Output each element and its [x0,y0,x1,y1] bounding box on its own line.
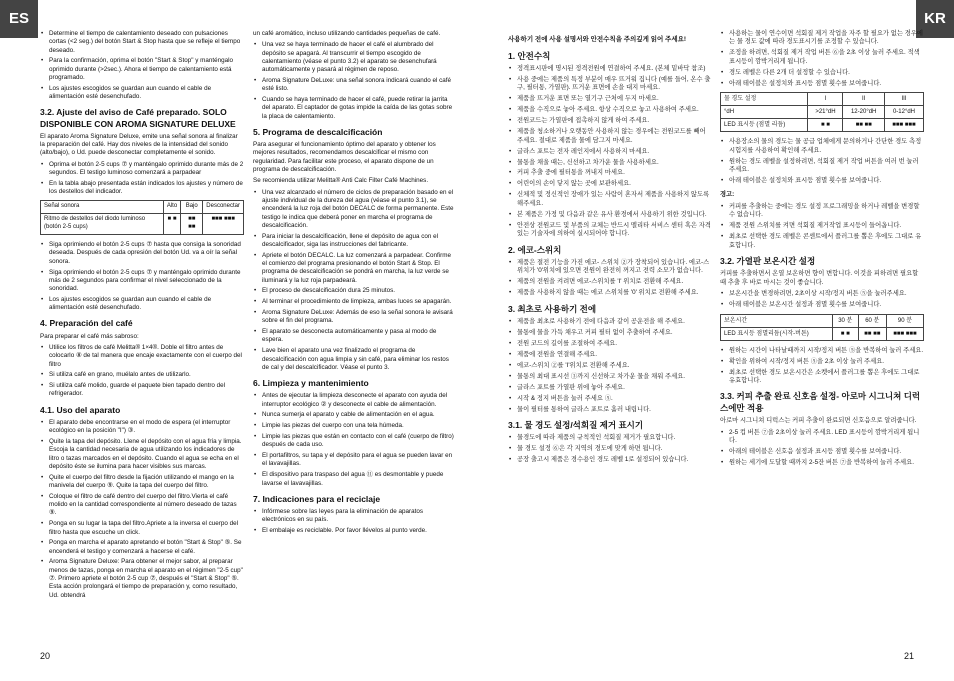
list-item: • Los ajustes escogidos se guardan aun cuando el cable de alimentación esté desenchufado. [40,85,244,102]
list-item: • 제품을 사용하지 않을 때는 에코 스위치를 '0' 위치로 전환해 주세요. [508,289,712,297]
list-item: • 커피를 추출하는 중에는 경도 설정 프로그래밍을 하거나 레벨을 변경할 수 없습니다. [720,203,924,220]
list-item: • Limpie las piezas del cuerpo con una tela húmeda. [253,422,457,430]
section-heading: 3.2. 가열판 보온시간 설정 [720,256,816,267]
section-heading: 3.3. 커피 추출 완료 신호음 설정- 아로마 시그니쳐 디럭스에만 적용 [720,391,921,413]
table-cell: >21°dH [808,106,843,119]
section-heading: 3. 최초로 사용하기 전에 [508,303,597,314]
list-item: • Los ajustes escogidos se guardan aun cuando el cable de alimentación esté desenchufado. [40,296,244,313]
paragraph: Para preparar el café más sabroso: [40,332,139,340]
list-item: • 물경도에 따라 제품의 규칙적인 석회질 제거가 필요합니다. [508,434,712,442]
list-item: • Nunca sumerja el aparato y cable de alimentación en el agua. [253,411,457,419]
list-item: • 경도 레벨은 다른 2개 더 설정할 수 있습니다. [720,69,924,77]
section-heading: 4. Preparación del café [40,318,133,329]
table-cell: 물 경도 설정 [721,93,808,106]
section-heading: 3.1. 물 경도 설정/석회질 제거 표시기 [508,419,644,430]
list-item: • Determine el tiempo de calentamiento deseado con pulsaciones cortas (<2 seg.) del botón Start & Stop hasta que se refleje el tiempo deseado. [40,30,244,55]
table-cell: Señal sonora [41,201,164,214]
list-item: • Aroma Signature Deluxe: Para obtener el mejor sabor, al preparar menos de tazas, ponga en marcha el aparato en el régimen "2-5 cup" ⑦. Primero apriete el botón 2-5 cup ⑦, después el "Start & Stop" ⑤. Esta acción prolongará el tiempo de preparación y, como resultado, Ud. obtendrá [40,558,244,599]
list-item: • Aroma Signature DeLuxe: Además de eso la señal sonora le avisará sobre el fin del programa. [253,309,457,326]
list-item: • Infórmese sobre las leyes para la eliminación de aparatos electrónicos en su país. [253,508,457,525]
list-item: • 글라스 포트를 가열판 위에 놓아 주세요. [508,384,712,392]
keepwarm-table [720,314,924,341]
warning-item: • 안전상 전원코드 및 부품의 교체는 반드시 멜리타 서비스 센터 혹은 자격있는 기술자에 의하여 실시되어야 합니다. [508,222,712,239]
section-heading: 5. Programa de descalcificación [253,126,383,137]
warning-item: • 전원코드는 가열판에 접촉하지 않게 하여 주세요. [508,117,712,125]
list-item: • El aparato se desconecta automáticamente y pasa al modo de espera. [253,328,457,345]
list-item: • Siga oprimiendo el botón 2-5 cups ⑦ y manténgalo oprimido durante más de 2 segundos para confirmar el nivel seleccionado de la sonoridad. [40,269,244,294]
table-cell: I [808,93,843,106]
intro-heading: 사용하기 전에 사용 설명서와 안전수칙을 주의깊게 읽어 주세요! [508,36,687,43]
list-item: • El dispositivo para traspaso del agua ⑪ es desmontable y puede lavarse el lavavajillas. [253,471,457,488]
list-item: • Antes de ejecutar la limpieza desconecte el aparato con ayuda del interruptor ecológico ② y desconecte el cable de alimentación. [253,392,457,409]
list-item: • 2-5 컵 버튼 ⑦을 2초이상 눌러 주세요. LED 표시등이 깜박거리게 됩니다. [720,429,924,446]
list-item: • 보온시간을 변경하려면, 2초이상 시작/정지 버튼 ⑤을 눌러주세요. [720,290,924,298]
list-item: • 제품은 절전 기능을 가진 에코- 스위치 ②가 장착되어 있습니다. 에코-스위치가 '0'위치에 있으면 전원이 완전히 꺼지고 전력 소모가 없습니다. [508,259,712,276]
list-item: • 전원 코드의 길이를 조절하여 주세요. [508,340,712,348]
table-cell: ■■■ ■■■ [884,119,923,132]
table-cell: ■■ ■■ [181,214,203,235]
list-item: • El aparato debe encontrarse en el modo de espera (el interruptor ecológico en la posición "I") ③. [40,419,244,436]
table-cell: 60 분 [858,314,886,327]
table-cell: Desconectar [203,201,244,214]
page-number-right: 21 [903,651,914,662]
list-item: • 제품 전원 스위치를 켜면 석회질 제거작업 표시등이 들어옵니다. [720,222,924,230]
section-heading: 3.2. Ajuste del aviso de Café preparado. SOLO DISPONIBLE CON AROMA SIGNATURE DELUXE [40,107,236,129]
list-item: • Ponga en marcha el aparato apretando el botón "Start & Stop" ⑤. Se encenderá el testigo y comenzará a hacerse el café. [40,539,244,556]
table-cell: ■ ■ [832,327,858,340]
list-item: • 아래 테이블은 설정치와 표시등 점멸 횟수를 보여줍니다. [720,177,924,185]
list-item: • 원하는 경도 레벨을 설정하려면, 석회질 제거 작업 버튼을 여러 번 눌러 주세요. [720,158,924,175]
list-item: • 원하는 시간이 나타날때까지 시작/정지 버튼 ⑤을 반복하여 눌러 주세요. [720,347,924,355]
list-item: • 아래의 테이블은 신호음 설정과 표시등 점멸 횟수를 보여줍니다. [720,448,924,456]
list-item: • Para iniciar la descalcificación, llene el depósito de agua con el descalcificador, siga las instrucciones del fabricante. [253,233,457,250]
list-item: • Al terminar el procedimiento de limpieza, ambas luces se apagarán. [253,298,457,306]
warning-item: • 사용 중에는 제품의 특정 부분이 매우 뜨거워 집니다 (예를 들어, 온수 출구, 필터통, 가열판). 뜨거운 표면에 손을 대지 마세요. [508,76,712,93]
table-cell: Alto [163,201,180,214]
warning-item: • 정격표시판에 명시된 정격전원에 연결하여 주세요. (본체 밑바닥 참조) [508,65,712,73]
list-item: • 제품의 전원을 켜려면 에코-스위치를 'I' 위치로 전환해 주세요. [508,278,712,286]
list-item: • 최초로 선택한 경도 보온시간은 소켓에서 플러그를 뽑은 후에도 그대로 유효합니다. [720,369,924,386]
list-item: • Oprima el botón 2-5 cups ⑦ y manténgalo oprimido durante más de 2 segundos. El testigo luminoso comenzará a parpadear [40,161,244,178]
warning-heading: 경고: [720,191,735,199]
paragraph: Para asegurar el funcionamiento óptimo del aparato y obtener los mejores resultados, recomendamos descalcificar el mismo con regularidad. Para facilitar este proceso, el aparato dispone de un programa de descalcificación. [253,141,436,174]
column-2 [253,30,457,538]
list-item: • 사용하는 물이 연수이면 석회질 제거 작업을 자주 할 필요가 없는 경우에는 물 경도 값에 따라 경도표시기를 조정할 수 있습니다. [720,30,924,47]
table-cell: ■■ ■■ [843,119,885,132]
list-item: • Ponga en su lugar la tapa del filtro.Apriete a la inversa el cuerpo del filtro hasta que escuche un click. [40,520,244,537]
list-item: • Apriete el botón DECALC. La luz comenzará a parpadear. Confirme el comienzo del programa presionando el botón Start & Stop. El programa de descalcificación se pondrá en marcha, la luz verde se iluminará y la luz roja parpadeará. [253,252,457,285]
column-1 [40,30,244,602]
list-item: • 제품에 전원을 연결해 주세요. [508,351,712,359]
list-item: • Limpie las piezas que están en contacto con el café (cuerpo de filtro) después de cada uso. [253,433,457,450]
list-item: • 사용장소의 물의 경도는 물 공급 업체에게 문의하거나 간단한 경도 측정 시험지를 사용하여 확인해 주세요. [720,138,924,155]
table-cell: °dH [721,106,808,119]
warning-item: • 커피 추출 중에 필터통을 꺼내지 마세요. [508,169,712,177]
warning-item: • 제품을 수직으로 놓아 주세요. 항상 수직으로 놓고 사용하여 주세요. [508,106,712,114]
table-cell: Ritmo de destellos del diodo luminoso (botón 2-5 cups) [41,214,164,235]
list-item: • Cuando se haya terminado de hacer el café, puede retirar la jarrita del aparato. El captador de gotas impide la caída de las gotas sobre la placa de calentamiento. [253,96,457,121]
warning-item: • 본 제품은 가정 및 다음과 같은 유사 환경에서 사용하기 위한 것입니다. [508,211,712,219]
language-tab-es: ES [0,0,38,38]
list-item: • 물통의 최대 표시선 ③까지 신선하고 차가운 물을 채워 주세요. [508,373,712,381]
table-cell: ■ ■ [163,214,180,235]
table-cell: 보온시간 [721,314,833,327]
list-item: • 물이 필터를 통하여 글라스 포트로 흘러 내립니다. [508,406,712,414]
section-heading: 1. 안전수칙 [508,50,551,61]
list-item: • Una vez alcanzado el número de ciclos de preparación basado en el ajuste individual de la dureza del agua (véase el punto 3.1), se encenderá la luz roja del botón DECALC de forma permanente. Este testigo le indica que deberá poner en marcha el programa de descalcificación. [253,189,457,230]
section-heading: 4.1. Uso del aparato [40,404,121,415]
list-item: • El embalaje es reciclable. Por favor llévelos al punto verde. [253,527,457,535]
table-cell: Bajo [181,201,203,214]
list-item: • Para la confirmación, oprima el botón "Start & Stop" y manténgalo oprimido durante (>2sec.). Ahora el tiempo de calentamiento está programado. [40,57,244,82]
list-item: • 에코-스위치 ②를 'I'위치로 전환해 주세요. [508,362,712,370]
list-item: • 시작 & 정지 버튼을 눌러 주세요 ⑤. [508,395,712,403]
section-heading: 7. Indicaciones para el reciclaje [253,493,381,504]
list-item: • 조정을 하려면, 석회질 제거 작업 버튼 ⑥을 2초 이상 눌러 주세요. 적색 표시등이 깜박거리게 됩니다. [720,49,924,66]
column-4 [720,30,924,470]
page-number-left: 20 [40,651,51,662]
language-tab-kr: KR [916,0,954,38]
list-item: • 아래 테이블은 보온시간 설정과 점멸 횟수를 보여줍니다. [720,301,924,309]
table-cell: III [884,93,923,106]
list-item: • Una vez se haya terminado de hacer el café el alumbrado del depósito se apagará. Al transcurrir el tiempo escogido de calentamiento (véase el punto 3.2) el aparato se desenchufará automáticamente y pasará al régimen de reposo. [253,41,457,74]
list-item: • 물통에 물을 가득 채우고 커피 필터 없이 추출하여 주세요. [508,329,712,337]
warning-item: • 제품을 뜨거운 표면 또는 열기구 근처에 두지 마세요. [508,95,712,103]
section-heading: 6. Limpieza y mantenimiento [253,378,369,389]
list-item: • 원하는 세기에 도달할 때까지 2-5잔 버튼 ⑦을 반복하여 눌러 주세요. [720,459,924,467]
column-3 [508,30,712,467]
list-item: • Siga oprimiendo el botón 2-5 cups ⑦ hasta que consiga la sonoridad deseada. Después de cada opresión del botón Ud. va a oír la señal sonora. [40,241,244,266]
table-cell: II [843,93,885,106]
paragraph: Se recomienda utilizar Melitta® Anti Calc Filter Café Machines. [253,177,429,185]
table-cell: 12-20°dH [843,106,885,119]
list-item: • 아래 테이블은 설정치와 표시등 점멸 횟수를 보여줍니다. [720,80,924,88]
list-item: • 공장 출고시 제품은 경수용인 경도 레벨 1로 설정되어 있습니다. [508,456,712,464]
table-cell: 0-12°dH [884,106,923,119]
warning-item: • 어린이의 손이 닿지 않는 곳에 보관하세요. [508,180,712,188]
warning-item: • 물통을 채울 때는, 신선하고 차가운 물을 사용하세요. [508,159,712,167]
list-item: • Aroma Signature DeLuxe: una señal sonora indicará cuando el café esté listo. [253,77,457,94]
list-item: • El portafiltros, su tapa y el depósito para el agua se pueden lavar en el lavavajillas. [253,452,457,469]
sound-table [40,200,244,235]
paragraph: 아로마 시그니쳐 디럭스는 커피 추출이 완료되면 신호음으로 알려줍니다. [720,417,917,425]
table-cell: 30 분 [832,314,858,327]
warning-item: • 제품을 청소하거나 오랫동안 사용하지 않는 경우에는 전원코드를 빼어 주세요. 절대로 제품을 물에 담그지 마세요. [508,128,712,145]
list-item: • 물 경도 설정 ⑥은 각 지역의 경도에 맞게 하면 됩니다. [508,445,712,453]
list-item: • Quite la tapa del depósito. Llene el depósito con el agua fría y limpia. Escoja la cantidad necesaria de agua utilizando los indicadores de litro o tazas marcados en el depósito. Cuando el agua se echa en el depósito éste se ilumina para hacer visibles sus marcas. [40,438,244,471]
table-cell: ■ ■ [808,119,843,132]
hardness-table [720,92,924,132]
paragraph: un café aromático, incluso utilizando cantidades pequeñas de café. [253,30,441,37]
list-item: • Lave bien el aparato una vez finalizado el programa de descalcificación con agua limpia y sin café, para eliminar los restos de cal y del descalcificador. Véase el punto 3. [253,347,457,372]
warning-item: • 신체적 및 정신적인 장애가 있는 사람이 혼자서 제품을 사용하지 않도록 해주세요. [508,191,712,208]
table-cell: LED 표시등 점멸리듬(시작-버튼) [721,327,833,340]
list-item: • 최초로 선택한 경도 레벨은 콘센트에서 플러그를 뽑은 후에도 그대로 유효합니다. [720,233,924,250]
list-item: • Si utiliza café molido, guarde el paquete bien tapado dentro del refrigerador. [40,382,244,399]
table-cell: ■■■ ■■■ [203,214,244,235]
list-item: • Utilice los filtros de café Melitta® 1×4®. Doble el filtro antes de colocarlo ⑧ de tal manera que encaje exactamente con el cuerpo del filtro [40,344,244,369]
table-cell: ■■ ■■ [858,327,886,340]
paragraph: El aparato Aroma Signature Deluxe, emite una señal sonora al finalizar la preparación del café. Hay dos niveles de la intensidad del sonido (alto/bajo), o Ud. puede desconectar completamente el sonido. [40,132,238,157]
list-item: • 제품을 최초로 사용하기 전에 다음과 같이 공운전을 해 주세요. [508,318,712,326]
table-cell: LED 표시등 (점멸 리듬) [721,119,808,132]
section-heading: 2. 에코-스위치 [508,244,562,255]
list-item: • 확인을 위하여 시작/정지 버튼 ⑤을 2초 이상 눌러 주세요. [720,358,924,366]
paragraph: 커피를 추출하면서 온열 보온하면 향이 변합니다. 이것을 피하려면 필요할 때 추출 후 바로 마시는 것이 좋습니다. [720,270,919,286]
table-cell: 90 분 [886,314,923,327]
table-cell: ■■■ ■■■ [886,327,923,340]
list-item: • Coloque el filtro de café dentro del cuerpo del filtro.Vierta el café molido en la cantidad correspondiente al número deseado de tazas ⑨. [40,493,244,518]
warning-item: • 글라스 포트는 전자 레인지에서 사용하지 마세요. [508,148,712,156]
list-item: • Quite el cuerpo del filtro desde la fijación utilizando el mango en la manivela del cuerpo ⑨. Quite la tapa del cuerpo del filtro. [40,474,244,491]
list-item: • Si utiliza café en grano, muélalo antes de utilizarlo. [40,371,244,379]
list-item: • En la tabla abajo presentada están indicados los ajustes y número de los destellos del indicador. [40,180,244,197]
list-item: • El proceso de descalcificación dura 25 minutos. [253,287,457,295]
